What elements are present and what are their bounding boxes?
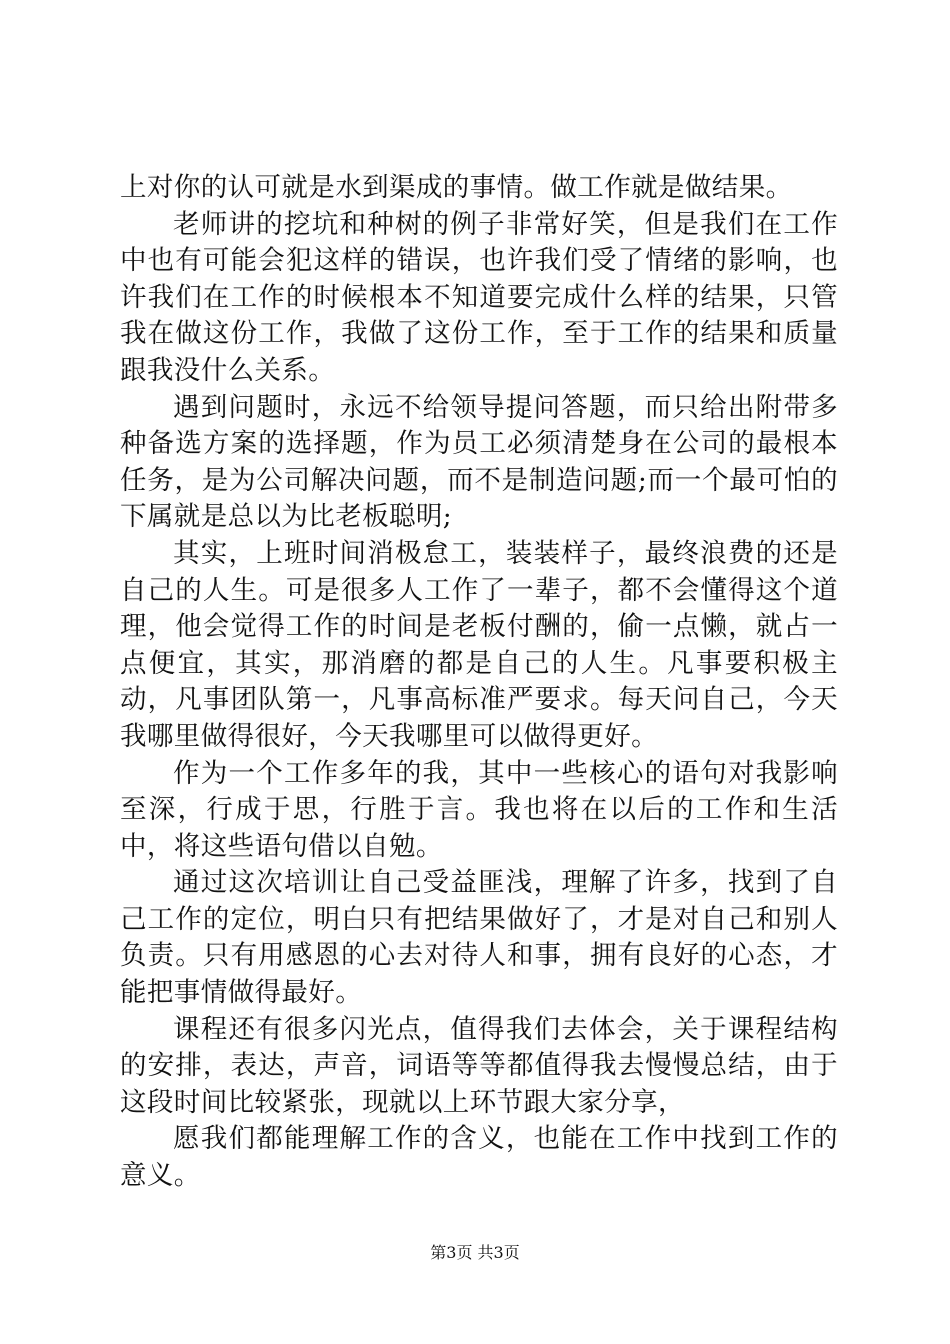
- document-body: [120, 170, 838, 1195]
- paragraph-7: 课程还有很多闪光点，值得我们去体会，关于课程结构的安排，表达，声音，词语等等都值得我去慢慢总结，由于这段时间比较紧张，现就以上环节跟大家分享，: [120, 1013, 838, 1118]
- paragraph-5: 作为一个工作多年的我，其中一些核心的语句对我影响至深，行成于思，行胜于言。我也将在以后的工作和生活中，将这些语句借以自勉。: [120, 757, 838, 862]
- page-number-footer: 第3页 共3页: [430, 1243, 520, 1262]
- paragraph-4: 其实，上班时间消极怠工，装装样子，最终浪费的还是自己的人生。可是很多人工作了一辈子，都不会懂得这个道理，他会觉得工作的时间是老板付酬的，偷一点懒，就占一点便宜，其实，那消磨的都是自己的人生。凡事要积极主动，凡事团队第一，凡事高标准严要求。每天问自己，今天我哪里做得很好，今天我哪里可以做得更好。: [120, 537, 838, 752]
- paragraph-1: 上对你的认可就是水到渠成的事情。做工作就是做结果。: [120, 172, 793, 203]
- paragraph-8: 愿我们都能理解工作的含义，也能在工作中找到工作的意义。: [120, 1123, 838, 1192]
- paragraph-3: 遇到问题时，永远不给领导提问答题，而只给出附带多种备选方案的选择题，作为员工必须清楚身在公司的最根本任务，是为公司解决问题，而不是制造问题;而一个最可怕的下属就是总以为比老板聪明;: [120, 391, 838, 533]
- paragraph-6: 通过这次培训让自己受益匪浅，理解了许多，找到了自己工作的定位，明白只有把结果做好了，才是对自己和别人负责。只有用感恩的心去对待人和事，拥有良好的心态，才能把事情做得最好。: [120, 867, 838, 1009]
- paragraph-2: 老师讲的挖坑和种树的例子非常好笑，但是我们在工作中也有可能会犯这样的错误，也许我们受了情绪的影响，也许我们在工作的时候根本不知道要完成什么样的结果，只管我在做这份工作，我做了这份工作，至于工作的结果和质量跟我没什么关系。: [120, 208, 838, 386]
